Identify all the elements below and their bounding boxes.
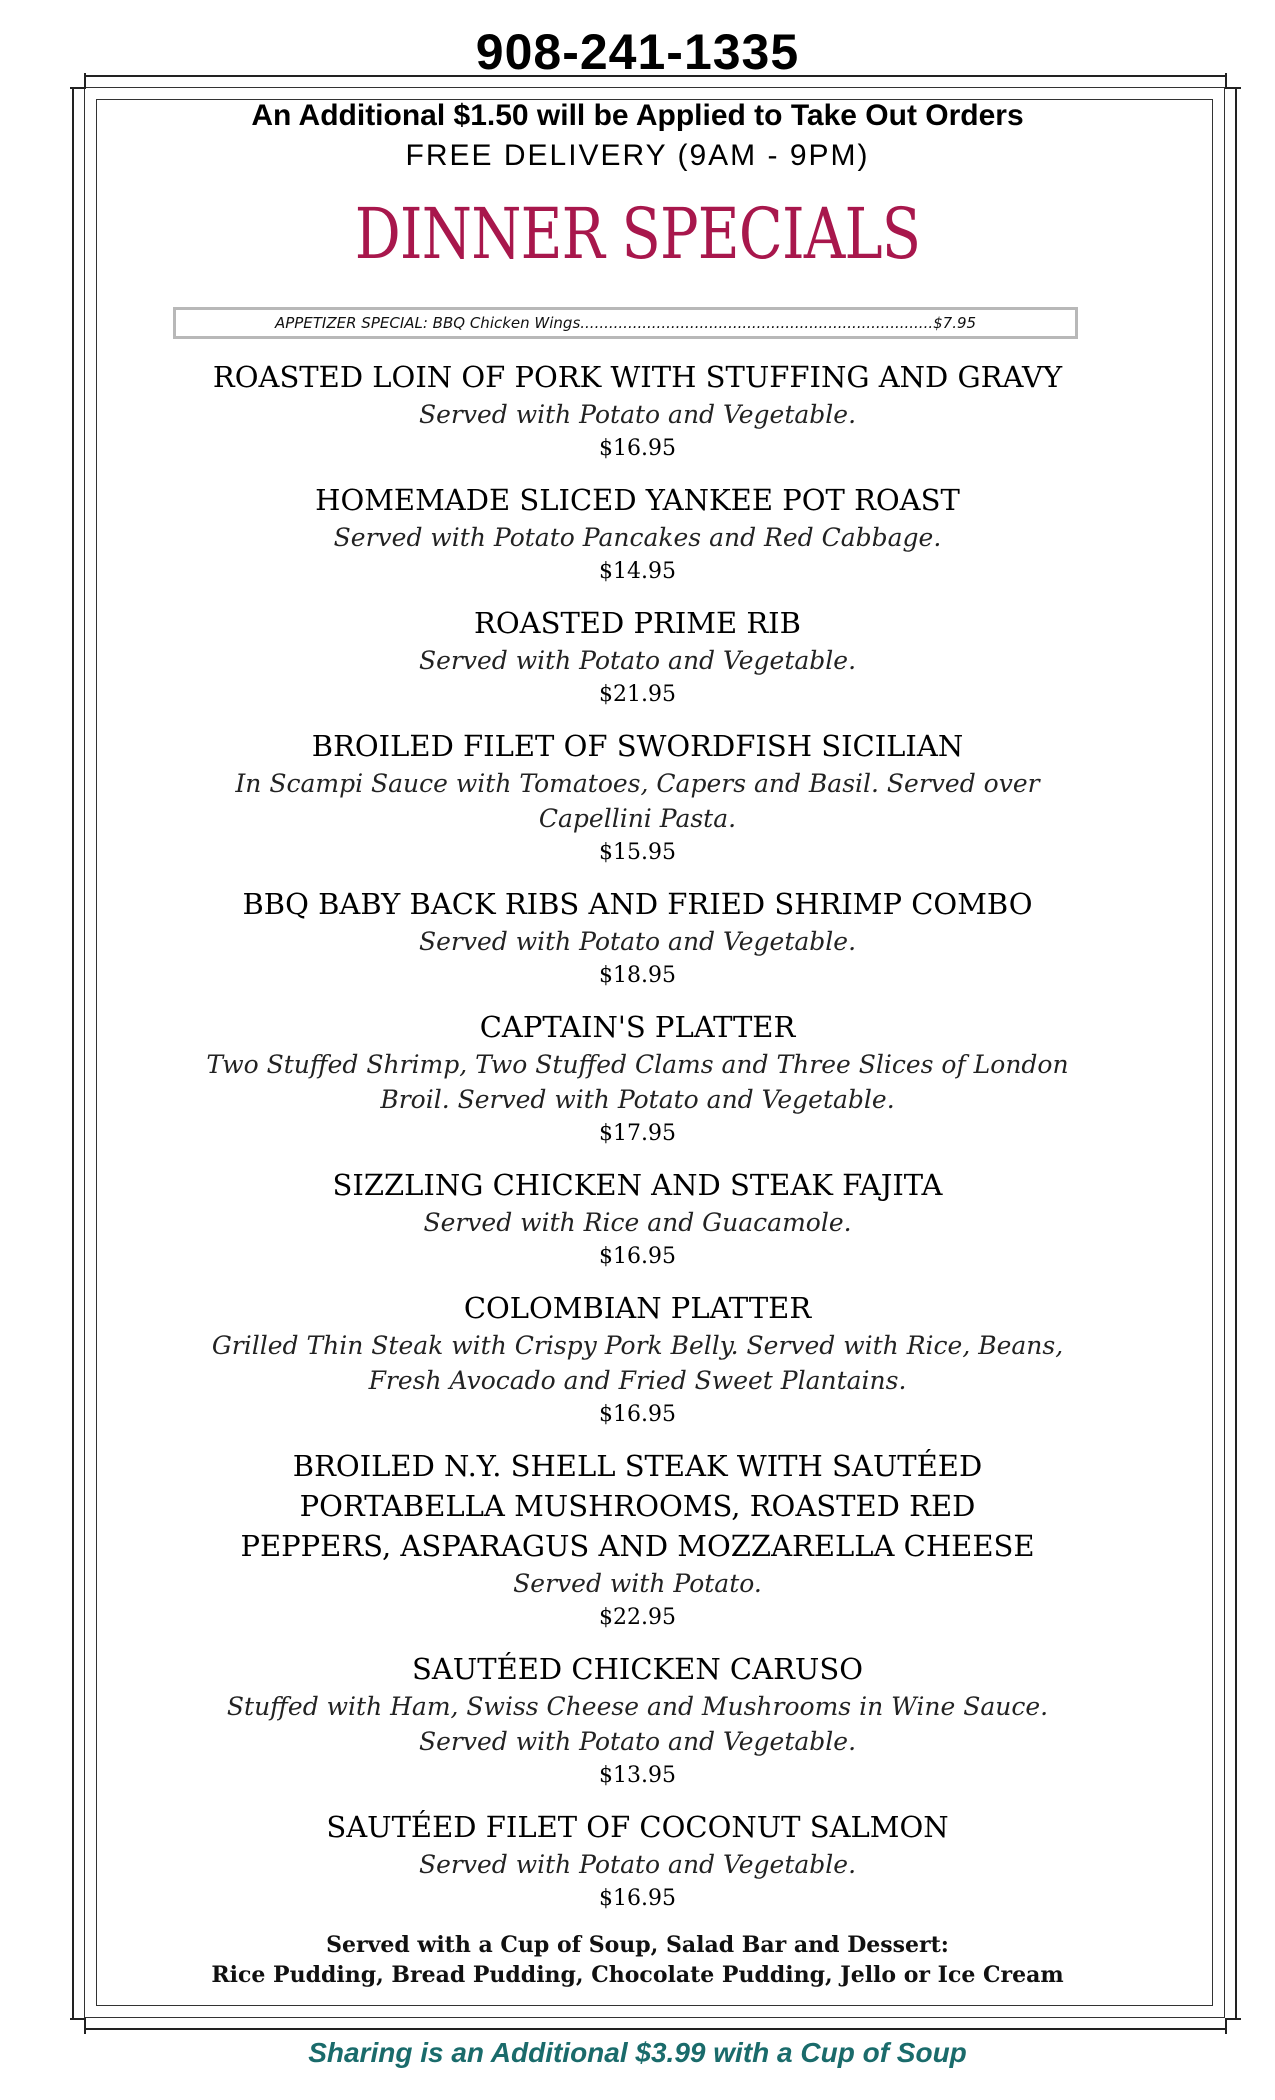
appetizer-label: APPETIZER SPECIAL: BBQ Chicken Wings	[274, 314, 581, 332]
item-name: SIZZLING CHICKEN AND STEAK FAJITA	[332, 1168, 943, 1202]
delivery-notice: FREE DELIVERY (9AM - 9PM)	[405, 139, 870, 172]
menu-item	[110, 480, 1165, 589]
phone-number: 908-241-1335	[475, 24, 800, 80]
item-description: Served with Potato.	[513, 1569, 762, 1598]
border-corner-notch	[70, 73, 86, 89]
page-title: DINNER SPECIALS	[354, 193, 921, 275]
item-name: BROILED FILET OF SWORDFISH SICILIAN	[311, 729, 964, 763]
item-price: $16.95	[599, 1402, 676, 1427]
item-name: CAPTAIN'S PLATTER	[479, 1010, 796, 1044]
menu-item	[110, 603, 1165, 712]
item-name: SAUTÉED FILET OF COCONUT SALMON	[326, 1810, 949, 1844]
item-name: BBQ BABY BACK RIBS AND FRIED SHRIMP COMBO	[242, 887, 1033, 921]
item-name: COLOMBIAN PLATTER	[463, 1291, 812, 1325]
menu-item	[110, 1446, 1165, 1635]
menu-content	[110, 96, 1165, 1990]
menu-item	[110, 1288, 1165, 1432]
item-name: BROILED N.Y. SHELL STEAK WITH SAUTÉED PORTABELLA MUSHROOMS, ROASTED RED PEPPERS, ASPARAGUS AND MOZZARELLA CHEESE	[240, 1449, 1035, 1563]
item-description: Served with Potato and Vegetable.	[418, 927, 857, 956]
border-corner-notch	[1225, 2018, 1241, 2034]
menu-item	[110, 1649, 1165, 1793]
border-corner-notch	[1225, 73, 1241, 89]
menu-item	[110, 1007, 1165, 1151]
menu-item	[110, 884, 1165, 993]
item-description: Stuffed with Ham, Swiss Cheese and Mushrooms in Wine Sauce. Served with Potato and Vegetable.	[226, 1692, 1049, 1756]
served-with-line-1: Served with a Cup of Soup, Salad Bar and Dessert:	[326, 1932, 949, 1958]
item-price: $22.95	[599, 1605, 676, 1630]
takeout-notice: An Additional $1.50 will be Applied to Take Out Orders	[251, 99, 1024, 132]
item-price: $14.95	[599, 559, 676, 584]
item-description: Served with Potato and Vegetable.	[418, 400, 857, 429]
menu-items	[110, 357, 1165, 1916]
sharing-notice: Sharing is an Additional $3.99 with a Cup of Soup	[308, 2037, 967, 2068]
served-with-line-2: Rice Pudding, Bread Pudding, Chocolate Pudding, Jello or Ice Cream	[211, 1962, 1064, 1988]
menu-item	[110, 1807, 1165, 1916]
item-description: In Scampi Sauce with Tomatoes, Capers and Basil. Served over Capellini Pasta.	[235, 769, 1040, 833]
served-with-note	[110, 1930, 1165, 1990]
item-name: HOMEMADE SLICED YANKEE POT ROAST	[315, 483, 960, 517]
item-price: $16.95	[599, 1244, 676, 1269]
item-price: $16.95	[599, 1886, 676, 1911]
item-price: $21.95	[599, 682, 676, 707]
item-name: SAUTÉED CHICKEN CARUSO	[411, 1652, 863, 1686]
item-name: ROASTED LOIN OF PORK WITH STUFFING AND GRAVY	[212, 360, 1063, 394]
item-price: $18.95	[599, 963, 676, 988]
item-description: Grilled Thin Steak with Crispy Pork Belly. Served with Rice, Beans, Fresh Avocado and Fried Sweet Plantains.	[211, 1331, 1064, 1395]
border-corner-notch	[70, 2018, 86, 2034]
item-name: ROASTED PRIME RIB	[474, 606, 801, 640]
item-description: Served with Potato Pancakes and Red Cabbage.	[333, 523, 942, 552]
menu-item	[110, 1165, 1165, 1274]
item-description: Two Stuffed Shrimp, Two Stuffed Clams and Three Slices of London Broil. Served with Potato and Vegetable.	[206, 1050, 1069, 1114]
item-description: Served with Potato and Vegetable.	[418, 1850, 857, 1879]
appetizer-special-box	[173, 307, 1078, 339]
appetizer-price: $7.95	[933, 314, 977, 332]
item-price: $13.95	[599, 1763, 676, 1788]
item-price: $16.95	[599, 436, 676, 461]
menu-item	[110, 726, 1165, 870]
appetizer-leader-dots: ..........................................................................	[580, 314, 934, 332]
item-price: $17.95	[599, 1121, 676, 1146]
menu-item	[110, 357, 1165, 466]
item-price: $15.95	[599, 840, 676, 865]
item-description: Served with Potato and Vegetable.	[418, 646, 857, 675]
item-description: Served with Rice and Guacamole.	[423, 1208, 852, 1237]
